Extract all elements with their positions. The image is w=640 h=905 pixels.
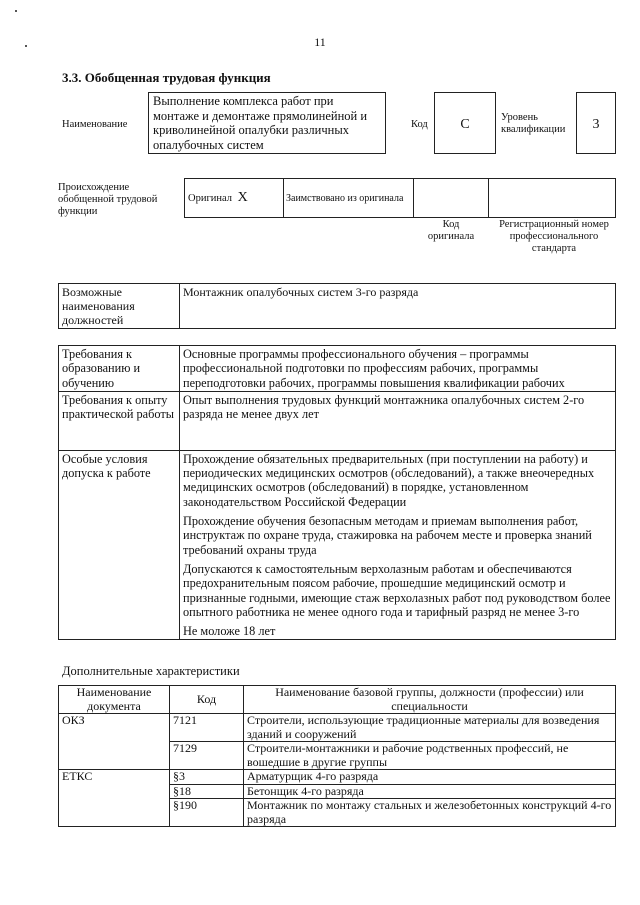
row-code: §190 xyxy=(170,799,244,827)
function-name-value: Выполнение комплекса работ при монтаже и демонтаже прямолинейной и криволинейной опалубки различных опалубочных систем xyxy=(153,94,368,152)
additional-table xyxy=(58,685,616,827)
header-name: Наименование базовой группы, должности (профессии) или специальности xyxy=(244,686,616,714)
row-code: §18 xyxy=(170,784,244,799)
requirement-text: Опыт выполнения трудовых функций монтажника опалубочных систем 2-го разряда не менее двух лет xyxy=(183,392,585,422)
row-document xyxy=(59,799,170,827)
row-name: Строители, использующие традиционные материалы для возведения зданий и сооружений xyxy=(244,714,616,742)
row-code: 7121 xyxy=(170,714,244,742)
requirement-label: Особые условия допуска к работе xyxy=(59,450,180,640)
positions-table xyxy=(58,283,616,329)
requirement-row xyxy=(59,450,616,640)
row-document xyxy=(59,742,170,770)
original-label-text: Оригинал xyxy=(188,193,232,204)
row-name: Монтажник по монтажу стальных и железобетонных конструкций 4-го разряда xyxy=(244,799,616,827)
name-label: Наименование xyxy=(62,119,128,130)
code-box xyxy=(434,92,496,154)
requirement-text: Не моложе 18 лет xyxy=(183,624,276,639)
positions-value: Монтажник опалубочных систем 3-го разряда xyxy=(180,284,616,329)
page-number: 11 xyxy=(314,35,326,49)
original-mark: X xyxy=(237,190,248,205)
scan-mark xyxy=(15,10,17,12)
code-label: Код xyxy=(411,119,428,130)
requirement-value xyxy=(180,450,616,640)
row-name: Арматурщик 4-го разряда xyxy=(244,770,616,785)
requirement-row xyxy=(59,346,616,392)
requirement-text: Допускаются к самостоятельным верхолазным работам и обеспечиваются предохранительным поясом рабочие, прошедшие медицинский осмотр и признанные годными, имеющие стаж верхолазных работ под руководством более опытного работника не менее одного года и тарифный разряд не менее 3-го xyxy=(183,561,611,619)
table-row xyxy=(59,770,616,785)
requirement-label: Требования к образованию и обучению xyxy=(59,346,180,392)
additional-title: Дополнительные характеристики xyxy=(62,664,240,678)
requirement-value xyxy=(180,346,616,392)
requirement-row xyxy=(59,391,616,450)
level-box xyxy=(576,92,616,154)
section-heading: 3.3. Обобщенная трудовая функция xyxy=(62,70,271,85)
row-document xyxy=(59,784,170,799)
positions-label: Возможные наименования должностей xyxy=(59,284,180,329)
header-code: Код xyxy=(170,686,244,714)
function-name-box xyxy=(148,92,386,154)
requirement-text: Прохождение обязательных предварительных (при поступлении на работу) и периодических медицинских осмотров (обследований), а также внеочередных медицинских осмотров (обследований) в порядке, установленном законодательством Российской Федерации xyxy=(183,451,595,509)
requirements-table xyxy=(58,345,616,640)
header-document: Наименование документа xyxy=(59,686,170,714)
origin-divider xyxy=(488,178,489,218)
code-value: C xyxy=(460,117,470,132)
level-value: 3 xyxy=(592,117,600,132)
requirement-value xyxy=(180,391,616,450)
reg-number-caption: Регистрационный номер профессионального стандарта xyxy=(499,219,609,254)
row-name: Бетонщик 4-го разряда xyxy=(244,784,616,799)
additional-header-row xyxy=(59,686,616,714)
original-label xyxy=(188,192,248,205)
origin-divider xyxy=(413,178,414,218)
requirement-text: Основные программы профессионального обучения – программы профессиональной подготовки по профессиям рабочих, программы переподготовки рабочих, программы повышения квалификации рабочих xyxy=(183,347,565,390)
borrowed-label: Заимствовано из оригинала xyxy=(286,193,404,204)
row-code: 7129 xyxy=(170,742,244,770)
row-document: ОКЗ xyxy=(59,714,170,742)
requirement-text: Прохождение обучения безопасным методам и приемам выполнения работ, инструктаж по охране труда, стажировка на рабочем месте и проверка знаний требований охраны труда xyxy=(183,514,592,557)
table-row xyxy=(59,714,616,742)
row-name: Строители-монтажники и рабочие родственных профессий, не вошедшие в другие группы xyxy=(244,742,616,770)
row-code: §3 xyxy=(170,770,244,785)
table-row xyxy=(59,784,616,799)
origin-label: Происхождение обобщенной трудовой функции xyxy=(58,182,158,217)
table-row xyxy=(59,799,616,827)
origin-divider xyxy=(283,178,284,218)
table-row xyxy=(59,742,616,770)
code-original-caption: Код оригинала xyxy=(427,219,475,242)
row-document: ЕТКС xyxy=(59,770,170,785)
requirement-label: Требования к опыту практической работы xyxy=(59,391,180,450)
level-label: Уровень квалификации xyxy=(501,112,566,135)
